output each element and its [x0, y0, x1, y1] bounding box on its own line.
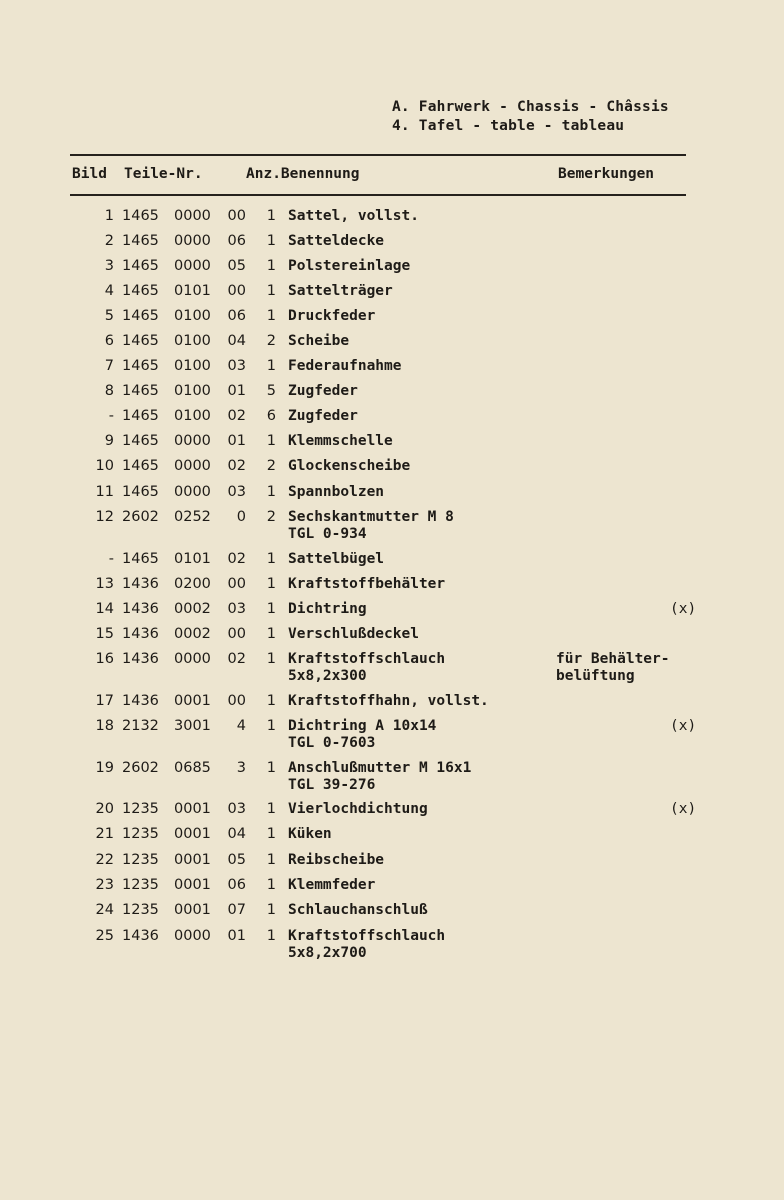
table-cell-bild: 2	[104, 233, 114, 249]
table-cell-anzahl: 1	[266, 826, 276, 842]
table-cell-teile-nr-number: 0101	[174, 551, 211, 567]
table-cell-benennung: Reibscheibe	[288, 852, 385, 868]
table-cell-teile-nr-group: 1235	[122, 902, 159, 918]
table-cell-bild: 18	[95, 718, 114, 734]
table-cell-bild: 14	[95, 601, 114, 617]
table-cell-teile-nr-group: 1465	[122, 383, 159, 399]
table-rule-bottom	[70, 194, 686, 196]
table-cell-bild: 20	[95, 801, 114, 817]
table-cell-anzahl: 1	[266, 801, 276, 817]
table-cell-teile-nr-group: 2602	[122, 509, 159, 525]
table-cell-teile-nr-group: 1235	[122, 852, 159, 868]
table-cell-anzahl: 1	[266, 358, 276, 374]
table-cell-anzahl: 1	[266, 928, 276, 944]
table-cell-teile-nr-group: 1436	[122, 576, 159, 592]
table-cell-teile-nr-variant: 00	[227, 626, 246, 642]
table-cell-benennung-line2: 5x8,2x300	[288, 668, 367, 684]
table-cell-bemerkung-line2: belüftung	[556, 668, 635, 684]
table-cell-bild: 4	[104, 283, 114, 299]
table-cell-teile-nr-variant: 0	[236, 509, 246, 525]
table-cell-teile-nr-number: 0001	[174, 693, 211, 709]
table-cell-teile-nr-group: 2602	[122, 760, 159, 776]
table-cell-benennung: Sattelträger	[288, 283, 393, 299]
table-cell-teile-nr-number: 0000	[174, 484, 211, 500]
table-cell-teile-nr-number: 0200	[174, 576, 211, 592]
table-cell-teile-nr-group: 1465	[122, 208, 159, 224]
table-cell-teile-nr-variant: 03	[227, 484, 246, 500]
table-cell-benennung: Zugfeder	[288, 383, 358, 399]
table-cell-anzahl: 5	[266, 383, 276, 399]
table-cell-teile-nr-number: 0001	[174, 877, 211, 893]
table-cell-benennung: Küken	[288, 826, 332, 842]
table-cell-anzahl: 2	[266, 458, 276, 474]
table-cell-teile-nr-variant: 01	[227, 928, 246, 944]
heading-plate: 4. Tafel - table - tableau	[392, 118, 625, 134]
table-cell-anzahl: 1	[266, 258, 276, 274]
table-cell-teile-nr-variant: 00	[227, 283, 246, 299]
table-cell-benennung: Verschlußdeckel	[288, 626, 419, 642]
table-cell-anzahl: 2	[266, 509, 276, 525]
table-cell-teile-nr-group: 1235	[122, 801, 159, 817]
table-cell-bild: 10	[95, 458, 114, 474]
table-cell-teile-nr-number: 0000	[174, 433, 211, 449]
table-cell-teile-nr-number: 0001	[174, 902, 211, 918]
table-cell-teile-nr-variant: 03	[227, 601, 246, 617]
table-cell-teile-nr-number: 0000	[174, 928, 211, 944]
table-cell-benennung: Druckfeder	[288, 308, 376, 324]
table-cell-benennung-line2: TGL 39-276	[288, 777, 376, 793]
table-cell-bild: 23	[95, 877, 114, 893]
table-cell-teile-nr-group: 1436	[122, 601, 159, 617]
table-cell-teile-nr-group: 2132	[122, 718, 159, 734]
table-cell-bild: 3	[104, 258, 114, 274]
table-cell-teile-nr-group: 1436	[122, 693, 159, 709]
table-cell-anzahl: 2	[266, 333, 276, 349]
table-cell-teile-nr-variant: 02	[227, 408, 246, 424]
table-cell-anzahl: 1	[266, 760, 276, 776]
table-cell-teile-nr-number: 0000	[174, 208, 211, 224]
table-cell-benennung: Sattel, vollst.	[288, 208, 419, 224]
table-cell-teile-nr-number: 3001	[174, 718, 211, 734]
table-cell-teile-nr-number: 0100	[174, 408, 211, 424]
table-cell-benennung: Dichtring A 10x14	[288, 718, 437, 734]
table-cell-benennung: Klemmfeder	[288, 877, 376, 893]
table-cell-teile-nr-number: 0000	[174, 651, 211, 667]
table-cell-teile-nr-group: 1436	[122, 651, 159, 667]
table-cell-teile-nr-number: 0252	[174, 509, 211, 525]
table-cell-anzahl: 1	[266, 233, 276, 249]
table-cell-anzahl: 1	[266, 576, 276, 592]
table-cell-teile-nr-variant: 03	[227, 801, 246, 817]
table-cell-anzahl: 1	[266, 693, 276, 709]
table-cell-teile-nr-group: 1465	[122, 458, 159, 474]
table-cell-bild: 8	[104, 383, 114, 399]
table-cell-benennung-line2: 5x8,2x700	[288, 945, 367, 961]
table-cell-bild: 13	[95, 576, 114, 592]
table-cell-teile-nr-variant: 3	[236, 760, 246, 776]
table-cell-teile-nr-group: 1235	[122, 826, 159, 842]
table-cell-benennung: Satteldecke	[288, 233, 385, 249]
table-cell-benennung: Kraftstoffschlauch	[288, 651, 446, 667]
table-cell-teile-nr-number: 0685	[174, 760, 211, 776]
table-cell-bemerkung-mark: (x)	[670, 718, 697, 734]
table-cell-benennung: Sattelbügel	[288, 551, 385, 567]
table-cell-benennung: Dichtring	[288, 601, 367, 617]
table-cell-teile-nr-number: 0100	[174, 333, 211, 349]
table-cell-teile-nr-number: 0100	[174, 358, 211, 374]
table-cell-bild: 16	[95, 651, 114, 667]
table-cell-bild: 11	[95, 484, 114, 500]
table-cell-anzahl: 1	[266, 433, 276, 449]
table-cell-teile-nr-variant: 00	[227, 693, 246, 709]
table-cell-benennung: Spannbolzen	[288, 484, 385, 500]
heading-section: A. Fahrwerk - Chassis - Châssis	[392, 99, 669, 115]
table-cell-anzahl: 1	[266, 852, 276, 868]
table-cell-teile-nr-variant: 00	[227, 576, 246, 592]
table-cell-bild: 12	[95, 509, 114, 525]
table-cell-teile-nr-number: 0101	[174, 283, 211, 299]
table-cell-teile-nr-variant: 01	[227, 383, 246, 399]
table-cell-teile-nr-number: 0100	[174, 383, 211, 399]
table-cell-bemerkung-mark: (x)	[670, 801, 697, 817]
table-cell-benennung: Klemmschelle	[288, 433, 393, 449]
table-cell-bild: 6	[104, 333, 114, 349]
table-cell-teile-nr-variant: 02	[227, 458, 246, 474]
table-cell-teile-nr-variant: 06	[227, 877, 246, 893]
table-cell-teile-nr-number: 0002	[174, 626, 211, 642]
table-cell-benennung: Sechskantmutter M 8	[288, 509, 454, 525]
table-cell-teile-nr-group: 1465	[122, 551, 159, 567]
table-cell-benennung: Kraftstoffschlauch	[288, 928, 446, 944]
table-cell-benennung-line2: TGL 0-7603	[288, 735, 376, 751]
table-rule-top	[70, 154, 686, 156]
table-cell-teile-nr-number: 0000	[174, 458, 211, 474]
table-cell-teile-nr-number: 0001	[174, 801, 211, 817]
table-cell-teile-nr-group: 1465	[122, 333, 159, 349]
table-cell-teile-nr-group: 1465	[122, 484, 159, 500]
table-cell-bild: 7	[104, 358, 114, 374]
table-cell-teile-nr-variant: 01	[227, 433, 246, 449]
table-cell-teile-nr-variant: 04	[227, 826, 246, 842]
column-header-bemerkungen: Bemerkungen	[558, 166, 655, 182]
table-cell-bemerkung: für Behälter-	[556, 651, 670, 667]
table-cell-teile-nr-number: 0002	[174, 601, 211, 617]
table-cell-teile-nr-number: 0001	[174, 826, 211, 842]
table-cell-teile-nr-group: 1465	[122, 233, 159, 249]
table-cell-bild: 25	[95, 928, 114, 944]
table-cell-teile-nr-number: 0100	[174, 308, 211, 324]
table-cell-benennung: Scheibe	[288, 333, 350, 349]
table-cell-teile-nr-group: 1465	[122, 408, 159, 424]
table-cell-teile-nr-variant: 4	[236, 718, 246, 734]
table-cell-teile-nr-variant: 05	[227, 852, 246, 868]
table-cell-anzahl: 6	[266, 408, 276, 424]
table-cell-teile-nr-group: 1465	[122, 258, 159, 274]
table-cell-anzahl: 1	[266, 651, 276, 667]
table-cell-teile-nr-variant: 03	[227, 358, 246, 374]
table-cell-benennung-line2: TGL 0-934	[288, 526, 367, 542]
table-cell-bild: 5	[104, 308, 114, 324]
table-cell-bild: 17	[95, 693, 114, 709]
table-cell-bemerkung-mark: (x)	[670, 601, 697, 617]
table-cell-anzahl: 1	[266, 308, 276, 324]
table-cell-teile-nr-group: 1465	[122, 433, 159, 449]
table-cell-anzahl: 1	[266, 902, 276, 918]
page-heading	[392, 98, 669, 136]
table-cell-anzahl: 1	[266, 877, 276, 893]
table-cell-anzahl: 1	[266, 718, 276, 734]
table-cell-teile-nr-variant: 04	[227, 333, 246, 349]
table-cell-benennung: Schlauchanschluß	[288, 902, 428, 918]
table-cell-teile-nr-group: 1465	[122, 308, 159, 324]
table-cell-teile-nr-variant: 02	[227, 651, 246, 667]
table-cell-teile-nr-variant: 06	[227, 308, 246, 324]
table-cell-benennung: Glockenscheibe	[288, 458, 411, 474]
table-cell-teile-nr-group: 1436	[122, 626, 159, 642]
column-header-bild: Bild	[72, 166, 107, 182]
table-cell-teile-nr-group: 1235	[122, 877, 159, 893]
table-cell-benennung: Kraftstoffbehälter	[288, 576, 446, 592]
table-cell-bild: 21	[95, 826, 114, 842]
table-cell-anzahl: 1	[266, 484, 276, 500]
table-cell-bild: 24	[95, 902, 114, 918]
column-header-teile-nr: Teile-Nr.	[124, 166, 203, 182]
table-cell-anzahl: 1	[266, 626, 276, 642]
table-cell-teile-nr-variant: 06	[227, 233, 246, 249]
table-cell-benennung: Polstereinlage	[288, 258, 411, 274]
table-cell-benennung: Vierlochdichtung	[288, 801, 428, 817]
table-cell-teile-nr-number: 0000	[174, 258, 211, 274]
table-cell-bild: -	[108, 551, 114, 567]
table-cell-teile-nr-group: 1465	[122, 283, 159, 299]
table-cell-bild: 19	[95, 760, 114, 776]
column-header-anz-benennung: Anz.Benennung	[246, 166, 360, 182]
table-cell-benennung: Federaufnahme	[288, 358, 402, 374]
table-cell-teile-nr-number: 0001	[174, 852, 211, 868]
table-cell-bild: -	[108, 408, 114, 424]
table-cell-bild: 9	[104, 433, 114, 449]
table-cell-teile-nr-variant: 05	[227, 258, 246, 274]
table-cell-benennung: Zugfeder	[288, 408, 358, 424]
table-cell-anzahl: 1	[266, 551, 276, 567]
table-cell-bild: 15	[95, 626, 114, 642]
table-cell-teile-nr-group: 1436	[122, 928, 159, 944]
table-cell-teile-nr-number: 0000	[174, 233, 211, 249]
table-cell-teile-nr-variant: 07	[227, 902, 246, 918]
table-cell-bild: 1	[104, 208, 114, 224]
table-cell-anzahl: 1	[266, 283, 276, 299]
table-cell-teile-nr-variant: 00	[227, 208, 246, 224]
table-cell-benennung: Kraftstoffhahn, vollst.	[288, 693, 489, 709]
table-cell-bild: 22	[95, 852, 114, 868]
table-cell-benennung: Anschlußmutter M 16x1	[288, 760, 472, 776]
table-cell-anzahl: 1	[266, 601, 276, 617]
table-cell-teile-nr-group: 1465	[122, 358, 159, 374]
table-cell-anzahl: 1	[266, 208, 276, 224]
table-cell-teile-nr-variant: 02	[227, 551, 246, 567]
